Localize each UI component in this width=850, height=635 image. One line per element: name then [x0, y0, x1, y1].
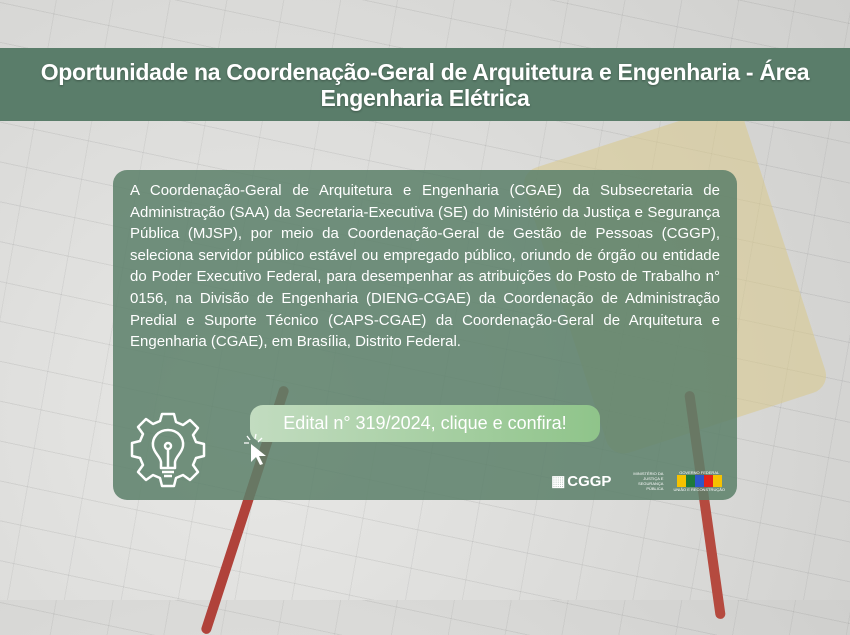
- lightbulb-gear-icon: [129, 410, 207, 488]
- click-cursor-icon: [243, 432, 269, 466]
- gov-brasil-logo: GOVERNO FEDERAL UNIÃO E RECONSTRUÇÃO: [673, 470, 725, 492]
- description-text: A Coordenação-Geral de Arquitetura e Engenharia (CGAE) da Subsecretaria de Administração (SAA) da Secretaria-Executiva (SE) do Ministério da Justiça e Segurança Pública (MJSP), por meio da Coordenação-Geral de Gestão de Pessoas (CGGP), seleciona servidor público estável ou empregado público, oriundo de órgão ou entidade do Poder Executivo Federal, para desempenhar as atribuições do Posto de Trabalho n° 0156, na Divisão de Engenharia (DIENG-CGAE) da Coordenação de Administração Predial e Suporte Técnico (CAPS-CGAE) da Coordenação-Geral de Arquitetura e Engenharia (CGAE), em Brasília, Distrito Federal.: [130, 182, 720, 351]
- cggp-logo: ▦ CGGP: [551, 472, 612, 490]
- people-icon: ▦: [551, 473, 566, 490]
- title-banner: [0, 48, 850, 121]
- mjsp-logo: MINISTÉRIO DA JUSTIÇA E SEGURANÇA PÚBLICA: [633, 471, 664, 491]
- page-title: Oportunidade na Coordenação-Geral de Arquitetura e Engenharia - Área Engenharia Elétrica: [40, 58, 810, 111]
- institution-logos: [551, 470, 725, 492]
- edital-link-button[interactable]: Edital n° 319/2024, clique e confira!: [250, 405, 600, 442]
- info-card: [113, 170, 737, 500]
